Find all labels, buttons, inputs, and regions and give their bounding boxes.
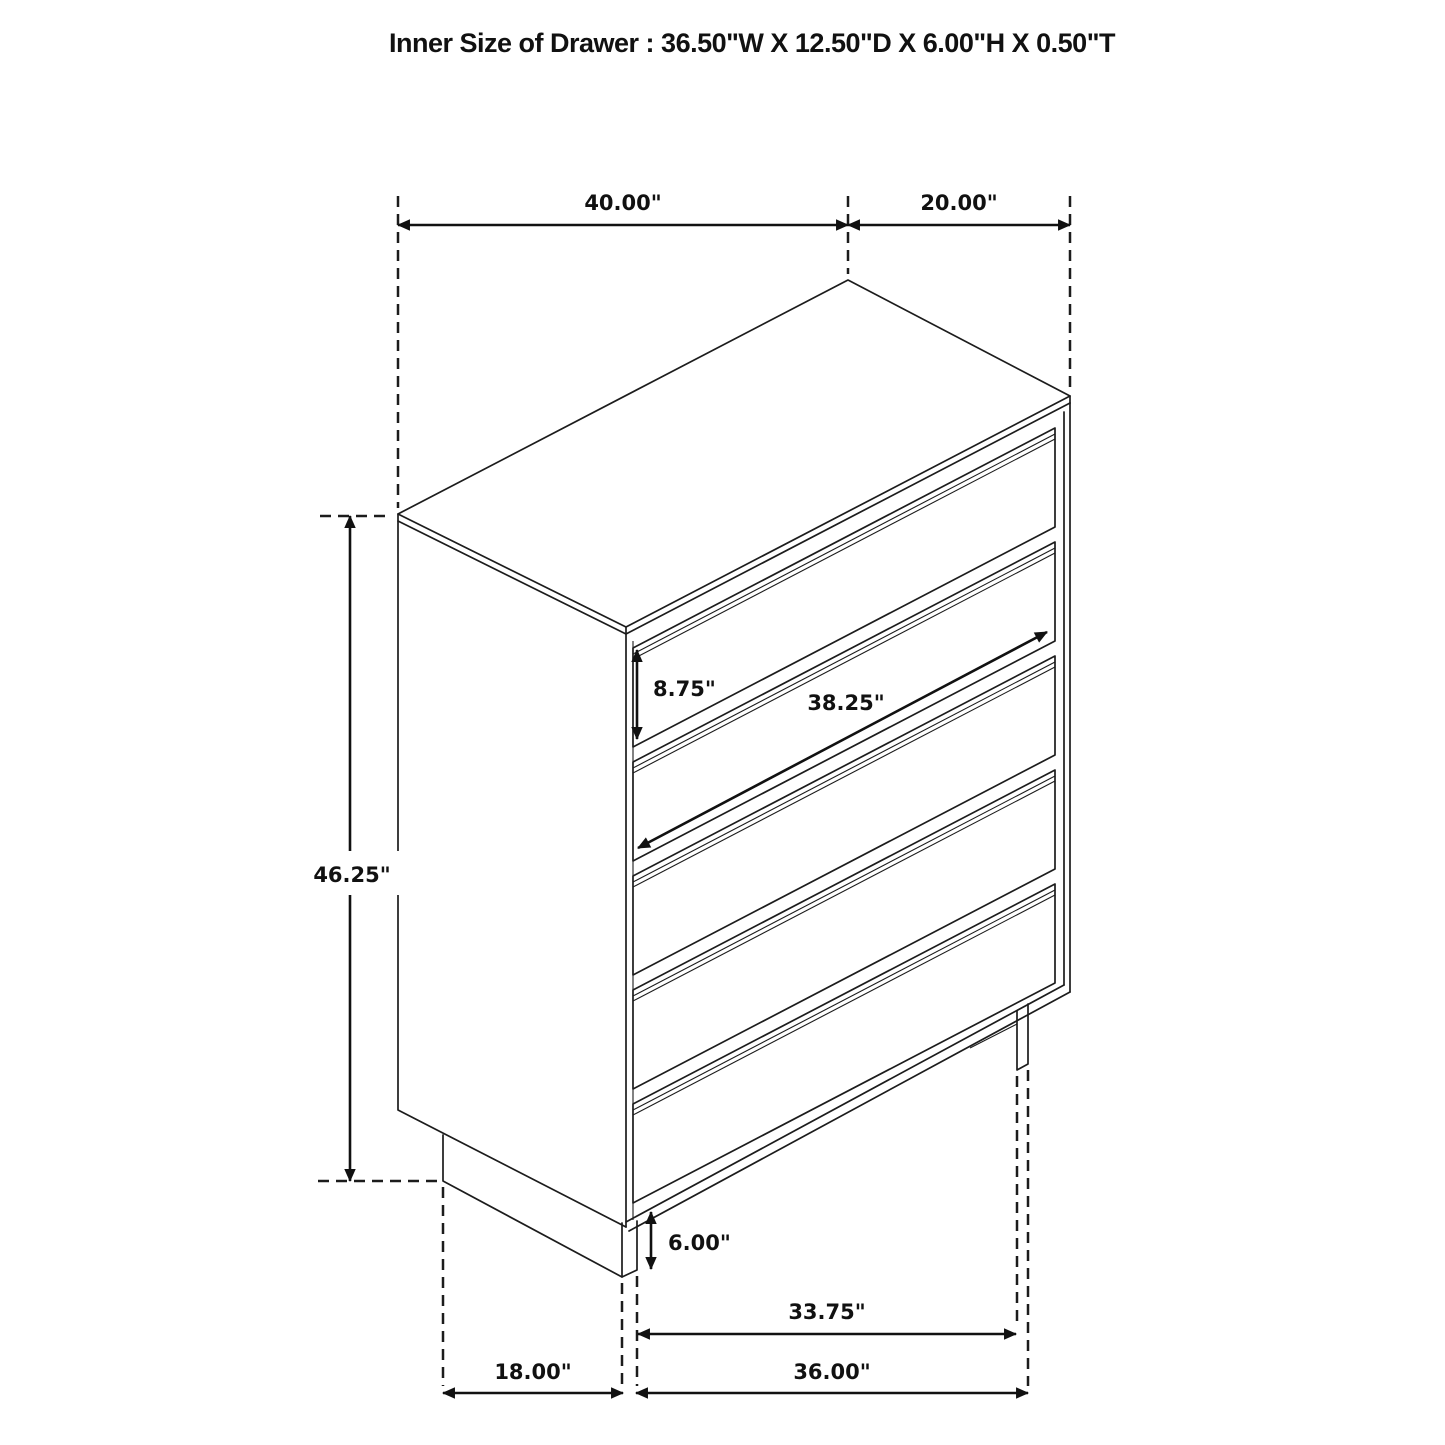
dimension-overall-height [305, 516, 399, 1181]
dim-base-span-label: 36.00" [793, 1360, 871, 1384]
dimension-top-depth [848, 191, 1070, 225]
dimension-top-width [398, 191, 848, 225]
dimension-base-height [651, 1212, 731, 1269]
right-leg [1017, 1004, 1028, 1070]
dim-drawer-face-height-label: 8.75" [653, 677, 716, 701]
dimension-side-base-span [443, 1360, 623, 1393]
top-face [398, 280, 1070, 627]
dim-base-inner-span-label: 33.75" [788, 1300, 866, 1324]
diagram-title: Inner Size of Drawer : 36.50"W X 12.50"D X 6.00"H X 0.50"T [388, 28, 1116, 58]
side-panel [398, 514, 626, 1227]
dim-top-depth-label: 20.00" [920, 191, 998, 215]
dim-side-base-span-label: 18.00" [494, 1360, 572, 1384]
leg-gusset [970, 1024, 1017, 1048]
dim-drawer-face-width-label: 38.25" [807, 691, 885, 715]
dim-base-height-label: 6.00" [668, 1231, 731, 1255]
plinth-end-cap [622, 1221, 637, 1277]
dim-overall-height-label: 46.25" [313, 863, 391, 887]
dimension-base-inner-span [638, 1300, 1016, 1334]
dim-top-width-label: 40.00" [584, 191, 662, 215]
dimension-base-span [636, 1360, 1028, 1393]
plinth-left-face [443, 1135, 622, 1277]
